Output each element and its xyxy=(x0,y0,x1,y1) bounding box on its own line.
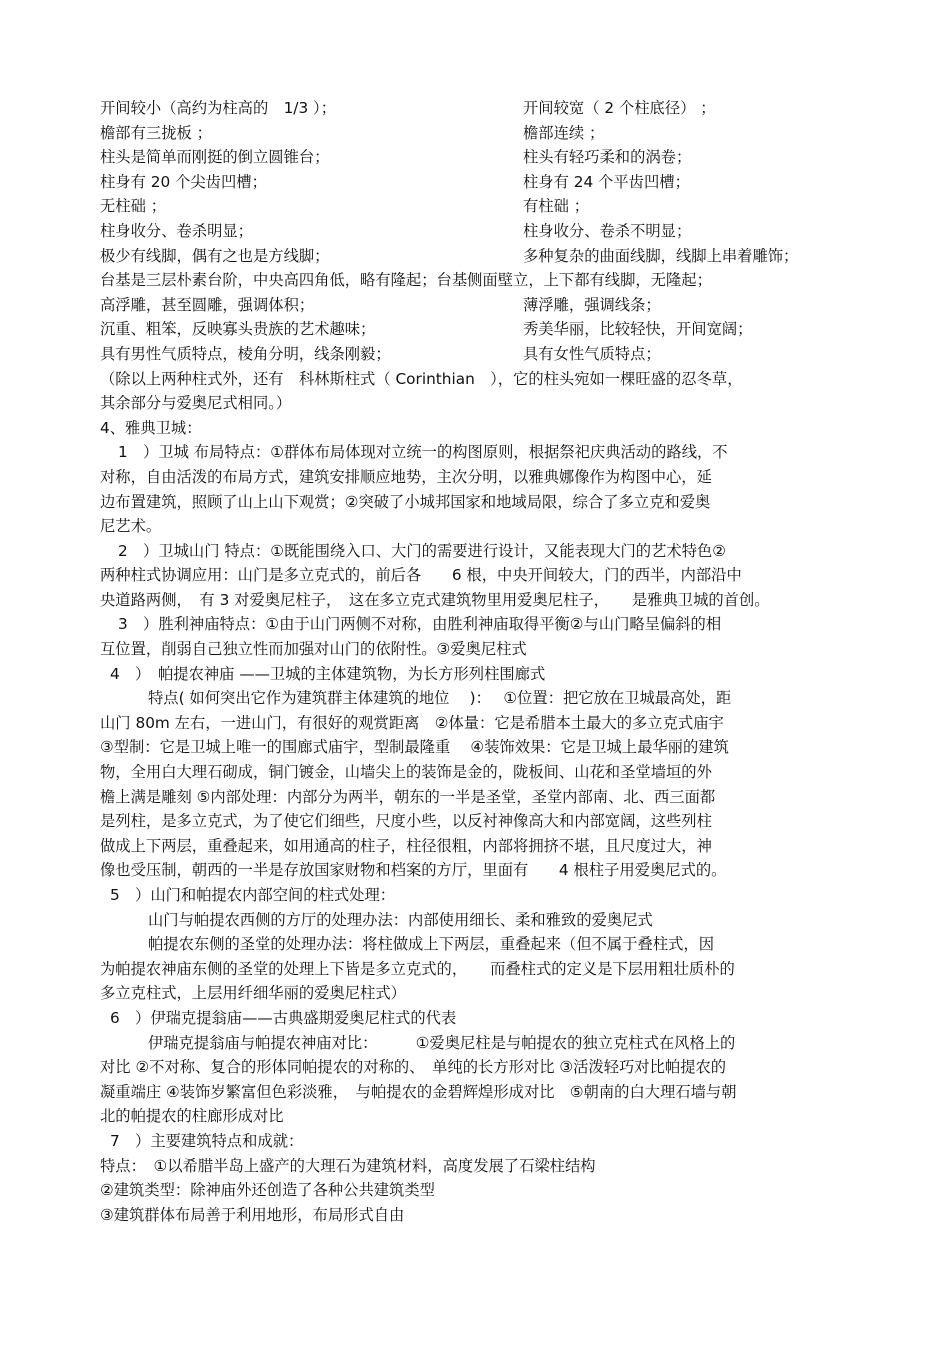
text-line: ②建筑类型：除神庙外还创造了各种公共建筑类型 xyxy=(100,1181,435,1200)
text-line: 多立克柱式，上层用纤细华丽的爱奥尼柱式） xyxy=(100,984,406,1003)
comparison-row xyxy=(100,293,860,318)
text-line: ③建筑群体布局善于利用地形，布局形式自由 xyxy=(100,1205,405,1224)
doric-feature: 极少有线脚，偶有之也是方线脚； xyxy=(100,246,330,265)
text-line: 5 ）山门和帕提农内部空间的柱式处理： xyxy=(110,886,396,904)
doric-feature: 沉重、粗笨，反映寡头贵族的艺术趣味； xyxy=(100,320,376,339)
text-line: 像也受压制，朝西的一半是存放国家财物和档案的方厅，里面有 4 根柱子用爱奥尼式的。 xyxy=(100,861,727,880)
text-line: 物，全用白大理石砌成，铜门镀金，山墙尖上的装饰是金的，陇板间、山花和圣堂墙垣的外 xyxy=(100,763,712,782)
doric-feature: 具有男性气质特点，棱角分明，线条刚毅； xyxy=(100,344,391,363)
ionic-feature: 秀美华丽，比较轻快，开间宽阔； xyxy=(523,320,753,339)
ionic-feature: 柱身收分、卷杀不明显； xyxy=(523,221,692,240)
text-line: 4 ） 帕提农神庙 ——卫城的主体建筑物，为长方形列柱围廊式 xyxy=(110,664,546,683)
doric-feature: 无柱础 ； xyxy=(100,197,167,216)
text-line: 为帕提农神庙东侧的圣堂的处理上下皆是多立克式的， 而叠柱式的定义是下层用粗壮质朴的 xyxy=(100,959,735,978)
comparison-row xyxy=(100,170,860,195)
ionic-feature: 薄浮雕，强调线条； xyxy=(523,295,661,314)
doric-feature: 高浮雕，甚至圆雕，强调体积； xyxy=(100,295,315,314)
comparison-row xyxy=(100,194,860,219)
text-line: （除以上两种柱式外，还有 科林斯柱式（ Corinthian ），它的柱头宛如一棵旺盛的忍冬草， xyxy=(100,369,743,388)
text-line: ③型制：它是卫城上唯一的围廊式庙宇，型制最隆重 ④装饰效果：它是卫城上最华丽的建筑 xyxy=(100,738,729,757)
text-line: 互位置，削弱自己独立性而加强对山门的依附性。③爱奥尼柱式 xyxy=(100,640,527,659)
text-line: 是列柱，是多立克式，为了使它们细些，尺度小些，以反衬神像高大和内部宽阔，这些列柱 xyxy=(100,812,712,831)
column-comparison-table-continued xyxy=(100,293,860,367)
text-line: 对称，自由活泼的布局方式，建筑安排顺应地势，主次分明，以雅典娜像作为构图中心，延 xyxy=(100,467,712,486)
doric-feature: 柱身收分、卷杀明显； xyxy=(100,221,253,240)
text-line: 台基是三层朴素台阶，中央高四角低，略有隆起；台基侧面壁立，上下都有线脚，无隆起； xyxy=(100,271,712,290)
text-line: 帕提农东侧的圣堂的处理办法：将柱做成上下两层，重叠起来（但不属于叠柱式，因 xyxy=(148,935,714,954)
doric-feature: 檐部有三拢板 ； xyxy=(100,123,212,142)
text-line: 特点： ①以希腊半岛上盛产的大理石为建筑材料，高度发展了石梁柱结构 xyxy=(100,1156,596,1175)
text-line: 山门 80m 左右，一进山门，有很好的观赏距离 ②体量：它是希腊本土最大的多立克式庙宇 xyxy=(100,713,724,732)
text-line: 两种柱式协调应用：山门是多立克式的，前后各 6 根，中央开间较大，门的西半，内部沿中 xyxy=(100,566,742,585)
text-line: 央道路两侧， 有 3 对爱奥尼柱子， 这在多立克式建筑物里用爱奥尼柱子， 是雅典卫城的首创。 xyxy=(100,590,770,609)
ionic-feature: 有柱础 ； xyxy=(523,197,590,216)
ionic-feature: 檐部连续 ； xyxy=(523,123,605,142)
text-line: 6 ）伊瑞克提翁庙——古典盛期爱奥尼柱式的代表 xyxy=(110,1008,457,1027)
document-page xyxy=(100,96,860,1227)
ionic-feature: 柱身有 24 个平齿凹槽； xyxy=(523,172,690,191)
doric-feature: 开间较小（高约为柱高的 1/3 ）； xyxy=(100,99,336,117)
ionic-feature: 多种复杂的曲面线脚，线脚上串着雕饰； xyxy=(523,246,799,265)
column-comparison-table xyxy=(100,96,860,268)
body-text xyxy=(100,367,860,1228)
comparison-row xyxy=(100,219,860,244)
text-line: 对比 ②不对称、复合的形体同帕提农的对称的、 单纯的长方形对比 ③活泼轻巧对比帕提农的 xyxy=(100,1058,727,1077)
doric-feature: 柱头是简单而刚挺的倒立圆锥台； xyxy=(100,148,330,167)
text-line: 凝重端庄 ④装饰岁繁富但色彩淡雅， 与帕提农的金碧辉煌形成对比 ⑤朝南的白大理石墙与朝 xyxy=(100,1082,737,1101)
text-line: 山门与帕提农西侧的方厅的处理办法：内部使用细长、柔和雅致的爱奥尼式 xyxy=(148,910,653,929)
text-line: 7 ）主要建筑特点和成就： xyxy=(110,1131,304,1150)
text-line: 其余部分与爱奥尼式相同。） xyxy=(100,394,292,413)
ionic-feature: 柱头有轻巧柔和的涡卷； xyxy=(523,148,692,167)
text-line: 做成上下两层，重叠起来，如用通高的柱子，柱径很粗，内部将拥挤不堪，且尺度过大，神 xyxy=(100,836,712,855)
ionic-feature: 具有女性气质特点； xyxy=(523,344,661,363)
text-line: 檐上满是雕刻 ⑤内部处理：内部分为两半，朝东的一半是圣堂，圣堂内部南、北、西三面都 xyxy=(100,787,716,806)
comparison-row xyxy=(100,145,860,170)
comparison-row xyxy=(100,317,860,342)
text-line: 尼艺术。 xyxy=(100,517,162,536)
text-line: 北的帕提农的柱廊形成对比 xyxy=(100,1107,284,1126)
text-line: 伊瑞克提翁庙与帕提农神庙对比： ①爱奥尼柱是与帕提农的独立克柱式在风格上的 xyxy=(148,1033,736,1052)
comparison-row xyxy=(100,244,860,269)
text-line: 特点( 如何突出它作为建筑群主体建筑的地位 )： ①位置：把它放在卫城最高处，距 xyxy=(148,689,732,708)
text-line: 3 ）胜利神庙特点：①由于山门两侧不对称，由胜利神庙取得平衡②与山门略呈偏斜的相 xyxy=(118,615,722,634)
doric-feature: 柱身有 20 个尖齿凹槽； xyxy=(100,172,267,191)
comparison-row xyxy=(100,121,860,146)
comparison-row xyxy=(100,342,860,367)
text-line: 边布置建筑，照顾了山上山下观赏；②突破了小城邦国家和地域局限，综合了多立克和爱奥 xyxy=(100,492,711,511)
text-line: 4、雅典卫城： xyxy=(100,418,202,437)
ionic-feature: 开间较宽（ 2 个柱底径） ； xyxy=(523,99,716,117)
text-line: 1 ）卫城 布局特点：①群体布局体现对立统一的构图原则，根据祭祀庆典活动的路线，不 xyxy=(118,443,728,462)
comparison-row xyxy=(100,96,860,121)
text-line: 2 ）卫城山门 特点：①既能围绕入口、大门的需要进行设计，又能表现大门的艺术特色② xyxy=(118,541,727,560)
